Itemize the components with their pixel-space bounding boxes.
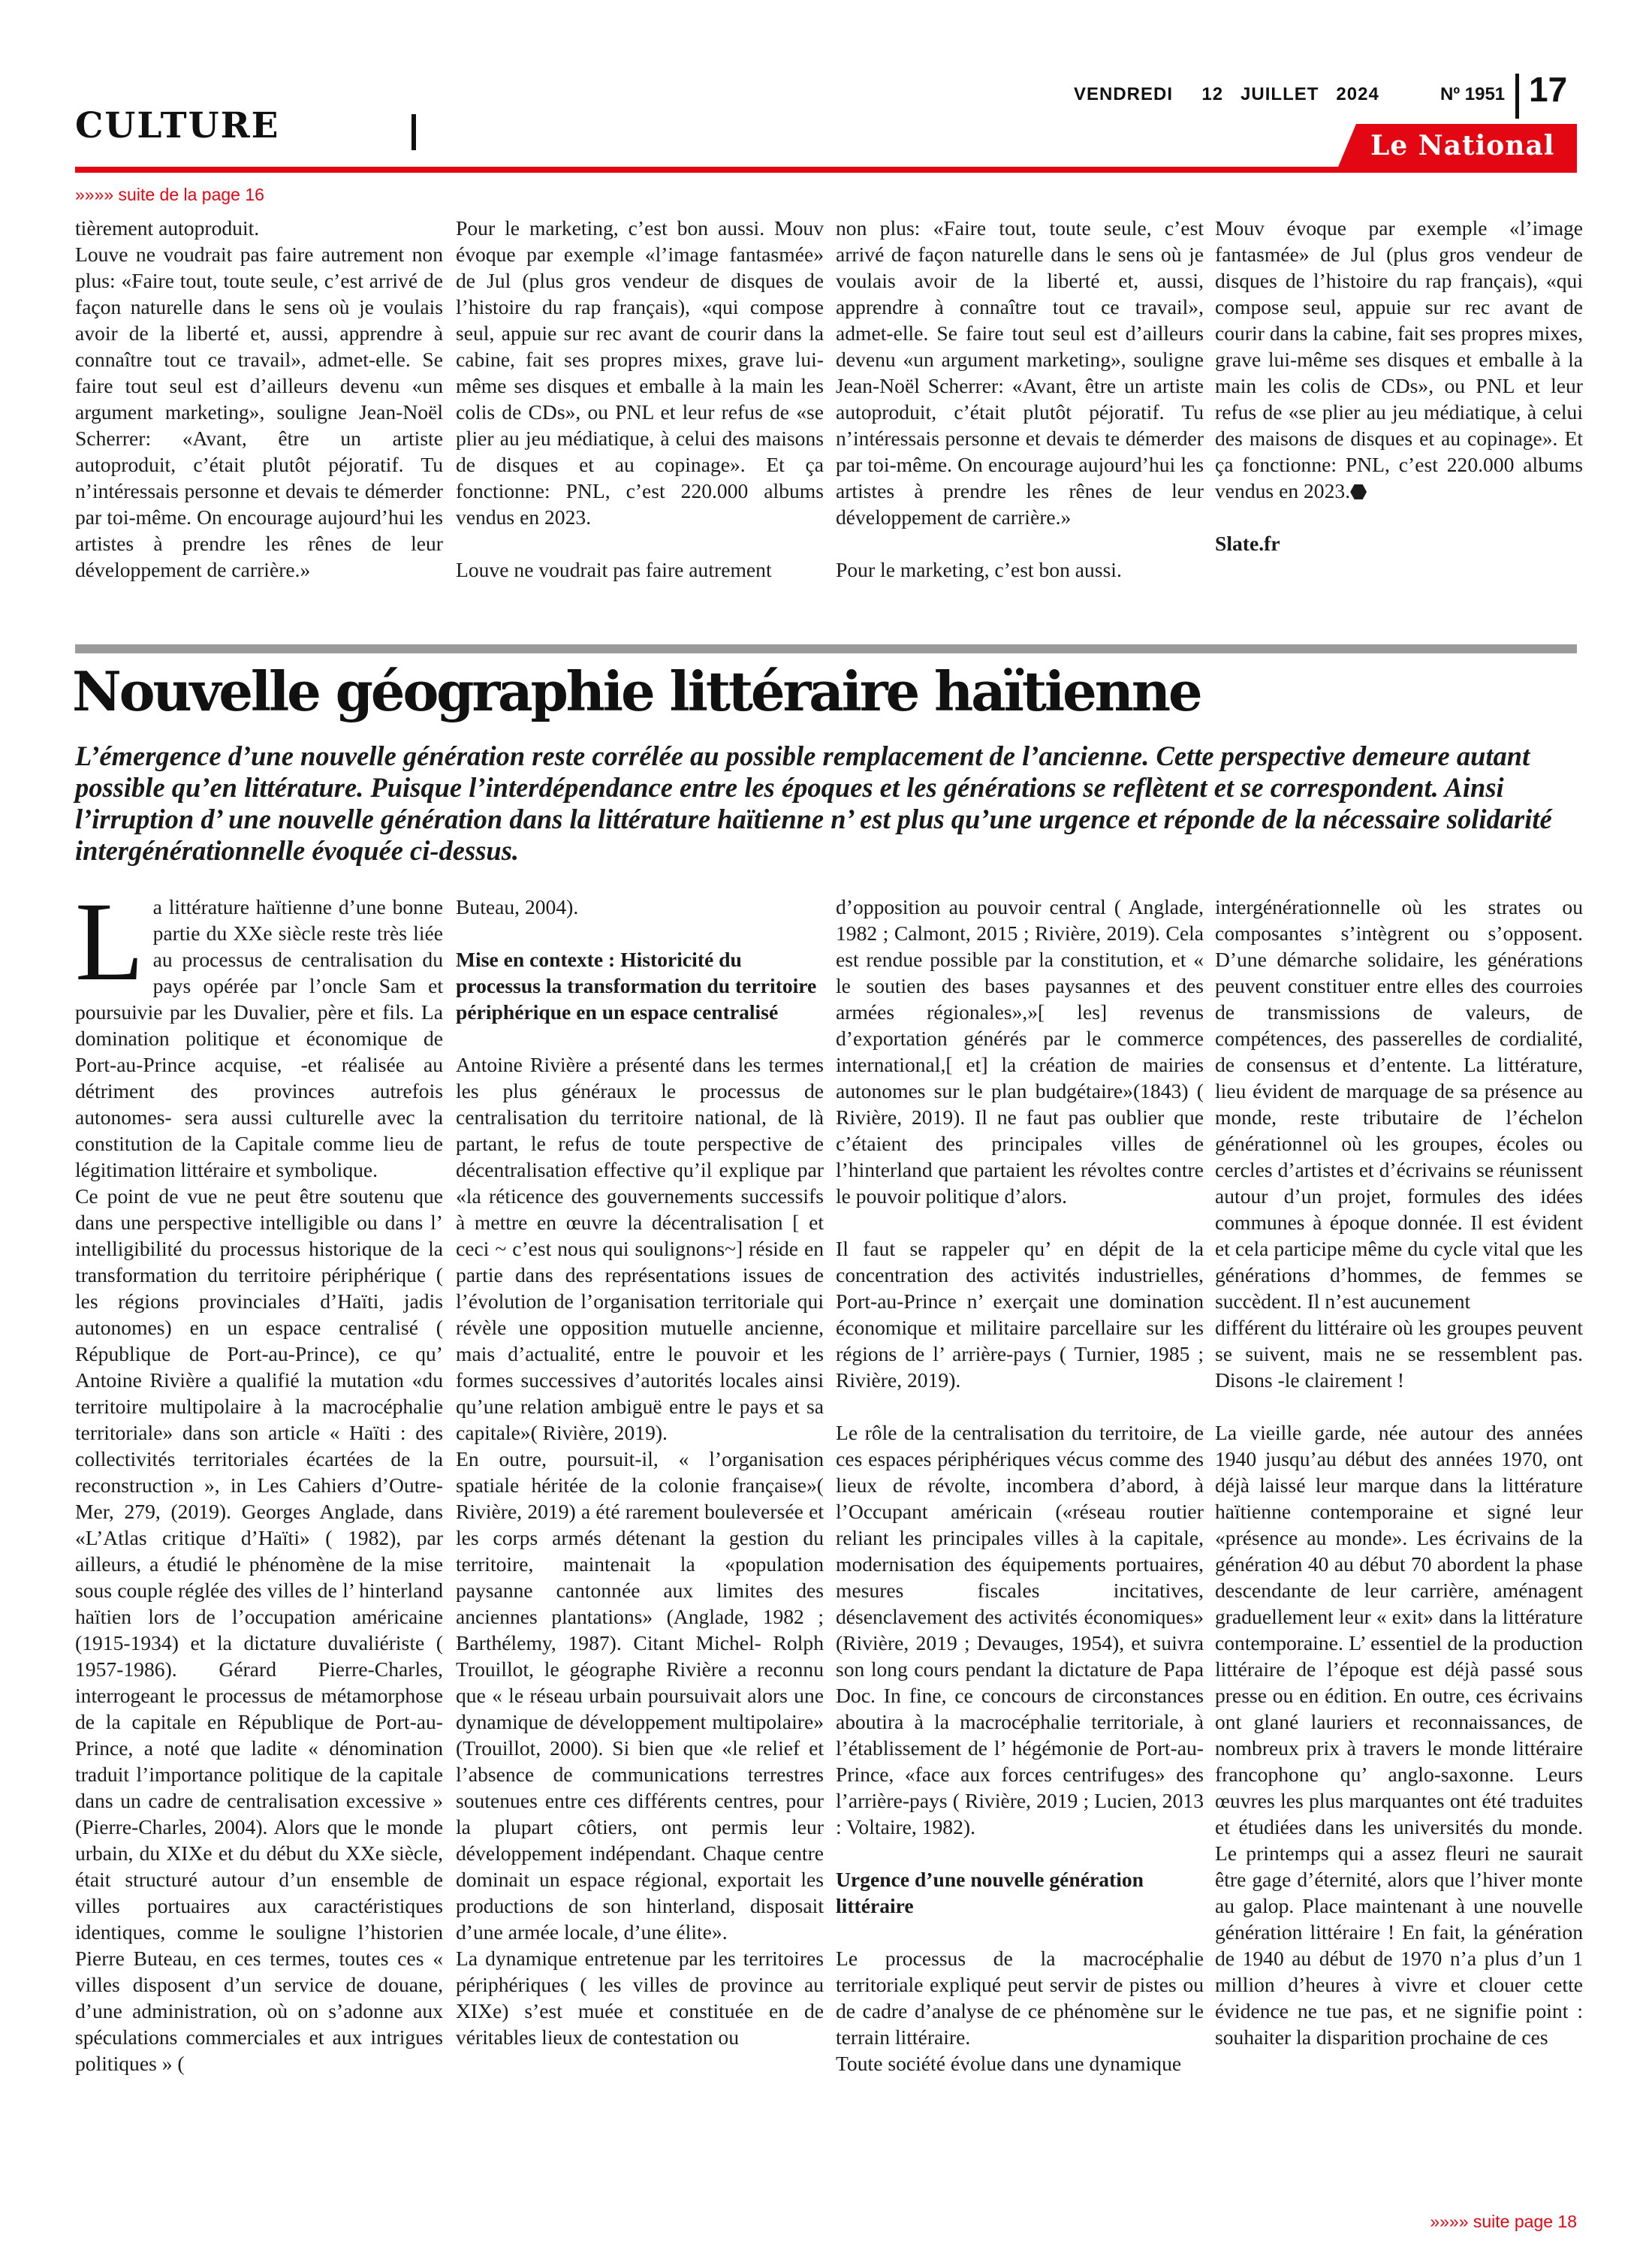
article-column-4: [1215, 894, 1583, 2050]
article-column-3: [836, 894, 1204, 2077]
paragraph: non plus: «Faire tout, toute seule, c’est arrivé de façon naturelle dans le sens où je voulais avoir de la liberté et, aussi, apprendre à connaître tout ce travail», admet-elle. Se faire tout seul est d’ailleurs devenu «un argument marketing», souligne Jean-Noël Scherrer: «Avant, être un artiste autoproduit, c’était plutôt péjoratif. Tu n’intéressais personne et devais te démerder par toi-même. On encourage aujourd’hui les artistes à prendre les rênes de leur développement de carrière.»: [836, 216, 1204, 529]
paragraph-text: a littérature haïtienne d’une bonne partie du XXe siècle reste très liée au processus de centralisation du pays opérée par l’oncle Sam et poursuivie par les Duvalier, père et fils. La domination politique et économique de Port-au-Prince acquise, -et réalisée au détriment des provinces autrefois autonomes- sera aussi culturelle avec la constitution de la Capitale comme lieu de légitimation littéraire et symbolique.: [75, 895, 443, 1181]
issue-date: VENDREDI 12 JUILLET 2024: [1074, 84, 1379, 104]
paragraph: tièrement autoproduit.: [75, 216, 260, 240]
source-credit: Slate.fr: [1215, 532, 1280, 555]
paragraph: Antoine Rivière a présenté dans les termes les plus généraux le processus de centralisation du territoire national, de là partant, le refus de toute perspective de décentralisation effective qu’il explique par «la réticence des gouvernements successifs à mettre en œuvre la décentralisation [ et ceci ~ c’est nous qui soulignons~] réside en partie dans des représentations issues de l’évolution de l’organisation territoriale qui révèle une opposition mutuelle ancienne, mais d’actualité, entre le pouvoir et les formes successives d’autorités locales ainsi qu’une relation ambiguë entre le pays et sa capitale»( Rivière, 2019).: [456, 1053, 824, 1444]
article-column-1: [75, 879, 443, 2077]
paragraph: Le rôle de la centralisation du territoire, de ces espaces périphériques vécus comme des lieux de révolte, incombera d’abord, à l’Occupant américain («réseau routier reliant les principales villes à la capitale, modernisation des équipements portuaires, mesures fiscales incitatives, désenclavement des activités économiques» (Rivière, 2019 ; Devauges, 1954), et suivra son long cours pendant la dictature de Papa Doc. In fine, ce concours de circonstances aboutira à la macrocéphalie territoriale, à l’établissement de l’ hégémonie de Port-au-Prince, «face aux forces centrifuges» des l’arrière-pays ( Rivière, 2019 ; Lucien, 2013 : Voltaire, 1982).: [836, 1421, 1204, 1838]
issue-number: Nº 1951: [1440, 84, 1506, 104]
top-article-column-3: [836, 215, 1204, 583]
top-article-column-2: [456, 215, 824, 583]
paragraph-text: Mouv évoque par exemple «l’image fantasmée» de Jul (plus gros vendeur de disques de l’histoire du rap français), «qui compose seul, appuie sur rec avant de courir dans la cabine, fait ses propres mixes, grave lui-même ses disques et emballe à la main les colis de CDs», ou PNL et leur refus de «se plier au jeu médiatique, à celui des maisons de disques et au copinage». Et ça fonctionne: PNL, c’est 220.000 albums vendus en 2023.: [1215, 216, 1583, 502]
page-number-divider: [1515, 74, 1519, 119]
paragraph: Toute société évolue dans une dynamique: [836, 2052, 1182, 2075]
paragraph: Il faut se rappeler qu’ en dépit de la concentration des activités industrielles, Port-au-Prince n’ exerçait une domination économique et militaire parcellaire sur les régions de l’ arrière-pays ( Turnier, 1985 ; Rivière, 2019).: [836, 1237, 1204, 1392]
subheading: Urgence d’une nouvelle génération littéraire: [836, 1868, 1144, 1917]
end-mark-icon: [1350, 484, 1367, 499]
standfirst: L’émergence d’une nouvelle génération reste corrélée au possible remplacement de l’ancienne. Cette perspective demeure autant possible qu’en littérature. Puisque l’interdépendance entre les époques et les générations se reflètent et se correspondent. Ainsi l’irruption d’ une nouvelle génération dans la littérature haïtienne n’ est plus qu’une urgence et réponde de la nécessaire solidarité intergénérationnelle évoquée ci-dessus.: [75, 740, 1552, 866]
drop-cap: L: [75, 879, 144, 1004]
paragraph: La dynamique entretenue par les territoires périphériques ( les villes de province au XIXe) s’est muée et constituée en de véritables lieux de contestation ou: [456, 1947, 824, 2049]
paragraph: En outre, poursuit-il, « l’organisation spatiale héritée de la colonie française»( Rivière, 2019) a été rarement bouleversée et les corps armés détenant la gestion du territoire, maintenait la «population paysanne cantonnée aux limites des anciennes plantations» (Anglade, 1982 ; Barthélemy, 1987). Citant Michel- Rolph Trouillot, le géographe Rivière a reconnu que « le réseau urbain poursuivait alors une dynamique de développement multipolaire» (Trouillot, 2000). Si bien que «le relief et l’absence de communications terrestres soutenues entre ces différents centres, pour la plupart côtiers, ont permis leur développement indépendant. Chaque centre dominait un espace régional, exportait les productions de son hinterland, disposait d’une armée locale, d’une élite».: [456, 1447, 824, 1944]
header-rule: [75, 167, 1577, 173]
newspaper-brand: Le National: [1370, 130, 1555, 161]
paragraph: Le processus de la macrocéphalie territoriale expliqué peut servir de pistes ou de cadre d’analyse de ce phénomène sur le terrain littéraire.: [836, 1947, 1204, 2049]
section-divider: [411, 114, 416, 150]
paragraph: d’opposition au pouvoir central ( Anglade, 1982 ; Calmont, 2015 ; Rivière, 2019). Cela est rendue possible par la constitution, et « le soutien des bases paysannes et des armées régionales»,»[ les] revenus d’exportation générés par le commerce international,[ et] la création de mairies autonomes sur le plan budgétaire»(1843) ( Rivière, 2019). Il ne faut pas oublier que c’étaient des principales villes de l’hinterland que partaient les révoltes contre le pouvoir politique d’alors.: [836, 895, 1204, 1208]
subheading: Mise en contexte : Historicité du processus la transformation du territoire périphérique en un espace centralisé: [456, 948, 817, 1024]
paragraph: Pour le marketing, c’est bon aussi. Mouv évoque par exemple «l’image fantasmée» de Jul (plus gros vendeur de disques de l’histoire du rap français), «qui compose seul, appuie sur rec avant de courir dans la cabine, fait ses propres mixes, grave lui-même ses disques et emballe à la main les colis de CDs», ou PNL et leur refus de «se plier au jeu médiatique, à celui des maisons de disques et au copinage». Et ça fonctionne: PNL, c’est 220.000 albums vendus en 2023.: [456, 216, 824, 529]
top-article-column-4: [1215, 215, 1583, 556]
article-divider: [75, 644, 1577, 653]
paragraph: Buteau, 2004).: [456, 895, 579, 918]
paragraph: différent du littéraire où les groupes peuvent se suivent, mais ne se ressemblent pas. Disons -le clairement !: [1215, 1316, 1583, 1392]
paragraph: [1215, 215, 1583, 504]
paragraph: [75, 879, 443, 1183]
paragraph: intergénérationnelle où les strates ou composantes s’intègrent ou s’opposent. D’une démarche solidaire, les générations peuvent constituer entre elles des courroies de transmissions de valeurs, de compétences, des passerelles de cordialité, de consensus et d’entente. La littérature, lieu évident de marquage de sa présence au monde, reste tributaire de l’échelon générationnel où les groupes, écoles ou cercles d’artistes et d’écrivains se réunissent autour d’un projet, formules des idées communes à époque donnée. Il est évident et cela participe même du cycle vital que les générations d’hommes, de femmes se succèdent. Il n’est aucunement: [1215, 895, 1583, 1313]
continued-on-link[interactable]: »»»» suite page 18: [1430, 2212, 1577, 2231]
paragraph: La vieille garde, née autour des années 1940 jusqu’au début des années 1970, ont déjà laissé leur marque dans la littérature haïtienne contemporaine et signé leur «présence au monde». Les écrivains de la génération 40 au début 70 abordent la phase descendante de leur carrière, aménagent graduellement leur « exit» dans la littérature contemporaine. L’ essentiel de la production littéraire de l’époque est déjà passé sous presse ou en édition. En outre, ces écrivains ont glané lauriers et reconnaissances, de nombreux prix à travers le monde littéraire francophone qu’ anglo-saxonne. Leurs œuvres les plus marquantes ont été traduites et étudiées dans les universités du monde. Le printemps qui a assez fleuri ne saurait être gage d’éternité, alors que l’hiver monte au galop. Place maintenant à une nouvelle génération littéraire ! En fait, la génération de 1940 au début de 1970 n’a plus d’un 1 million d’heures à vivre et clouer cette évidence ne tue pas, et ne signifie point : souhaiter la disparition prochaine de ces: [1215, 1421, 1583, 2049]
section-label: CULTURE: [75, 105, 280, 146]
paragraph: Louve ne voudrait pas faire autrement: [456, 558, 772, 581]
paragraph: Ce point de vue ne peut être soutenu que dans une perspective intelligible ou dans l’ intelligibilité du processus historique de la transformation du territoire périphérique ( les régions provinciales d’Haïti, jadis autonomes) en un espace centralisé ( République de Port-au-Prince), ce qu’ Antoine Rivière a qualifié la mutation «du territoire multipolaire à la macrocéphalie territoriale» dans son article « Haïti : des collectivités territoriales écartées de la reconstruction », in Les Cahiers d’Outre-Mer, 279, (2019). Georges Anglade, dans «L’Atlas critique d’Haïti» ( 1982), par ailleurs, a étudié le phénomène de la mise sous couple réglée des villes de l’ hinterland haïtien lors de l’occupation américaine (1915-1934) et la dictature duvaliériste ( 1957-1986). Gérard Pierre-Charles, interrogeant le processus de métamorphose de la capitale en République de Port-au-Prince, a noté que ladite « dénomination traduit l’importance politique de la capitale dans un cadre de centralisation excessive » (Pierre-Charles, 2004). Alors que le monde urbain, du XIXe et du début du XXe siècle, était structuré autour d’un ensemble de villes portuaires aux caractéristiques identiques, comme le souligne l’historien Pierre Buteau, en ces termes, toutes ces « villes disposent d’un service de douane, d’une administration, où on s’adonne aux spéculations commerciales et aux intrigues politiques » (: [75, 1184, 443, 2075]
article-column-2: [456, 894, 824, 2050]
top-article-column-1: [75, 215, 443, 583]
headline: Nouvelle géographie littéraire haïtienne: [72, 659, 1201, 723]
paragraph: Louve ne voudrait pas faire autrement non plus: «Faire tout, toute seule, c’est arrivé de façon naturelle dans le sens où je voulais avoir de la liberté et, aussi, apprendre à connaître tout ce travail», admet-elle. Se faire tout seul est d’ailleurs devenu «un argument marketing», souligne Jean-Noël Scherrer: «Avant, être un artiste autoproduit, c’était plutôt péjoratif. Tu n’intéressais personne et devais te démerder par toi-même. On encourage aujourd’hui les artistes à prendre les rênes de leur développement de carrière.»: [75, 243, 443, 581]
page-number: 17: [1529, 70, 1568, 109]
paragraph: Pour le marketing, c’est bon aussi.: [836, 558, 1122, 581]
continued-from-link[interactable]: »»»» suite de la page 16: [75, 185, 264, 204]
